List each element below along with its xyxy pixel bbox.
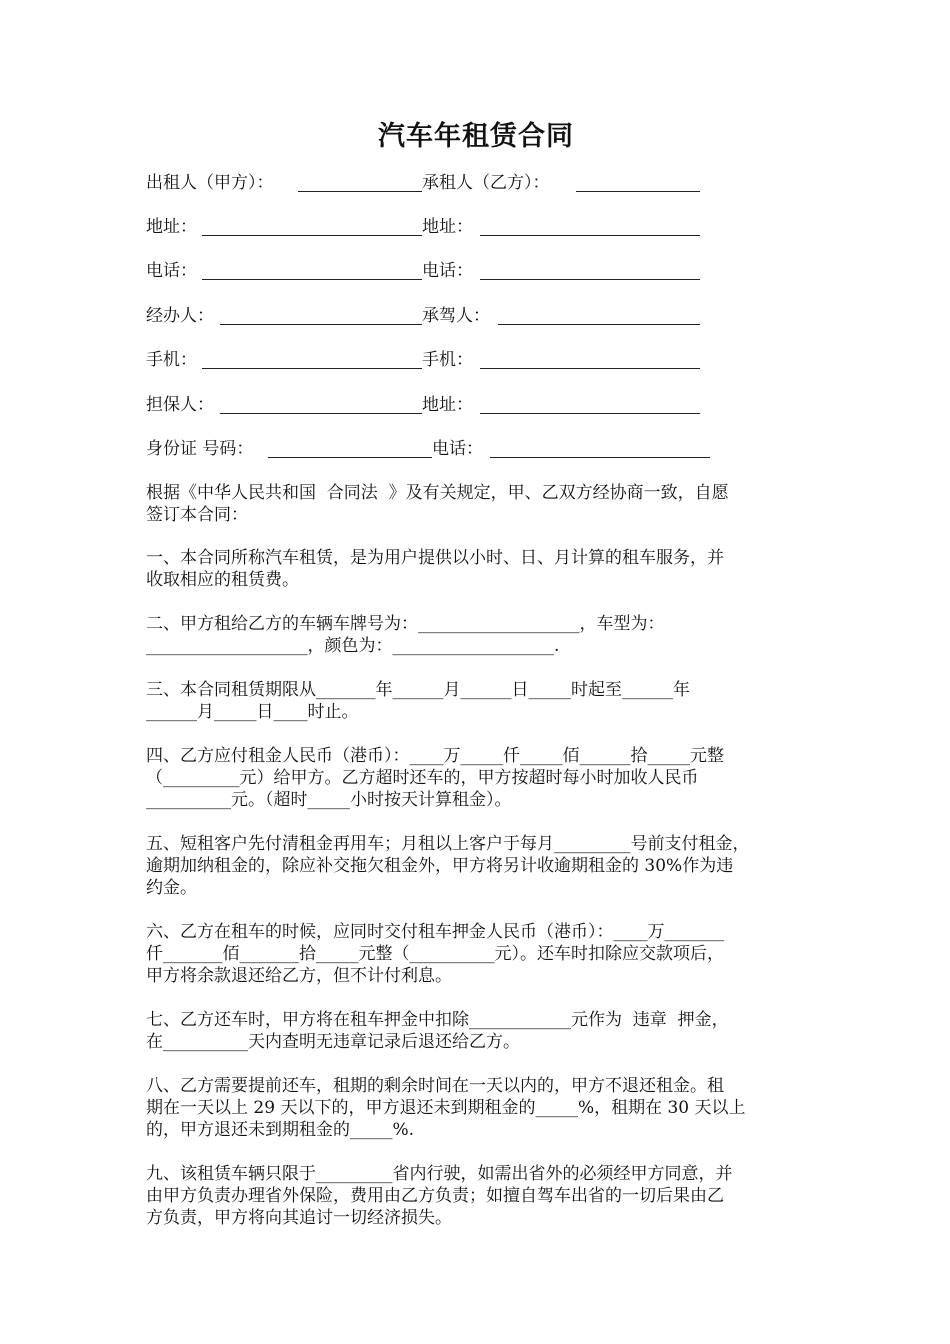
agent-blank[interactable] — [220, 324, 422, 325]
party-row-phone — [146, 259, 806, 283]
clause-6: 六、乙方在租车的时候，应同时交付租车押金人民币（港币）：____万_______ 仟_______佰_______拾_____元整（__________元）。还车时扣除应交款项后， 甲方将余款退还给乙方，但不计付利息。 — [146, 922, 724, 986]
guarantor-address-blank[interactable] — [480, 413, 700, 414]
guarantor-address-label: 地址： — [422, 395, 473, 415]
lessee-address-label: 地址： — [422, 217, 473, 237]
clause-8: 八、乙方需要提前还车，租期的剩余时间在一天以内的，甲方不退还租金。租 期在一天以上 29 天以下的，甲方退还未到期租金的_____%，租期在 30 天以上 的，甲方退还未到期租金的_____%. — [146, 1076, 746, 1140]
driver-label: 承驾人： — [422, 306, 490, 326]
lessor-address-blank[interactable] — [202, 235, 422, 236]
lessee-phone-label: 电话： — [422, 261, 473, 281]
clause-9: 九、该租赁车辆只限于_________省内行驶，如需出省外的必须经甲方同意，并 由甲方负责办理省外保险，费用由乙方负责；如擅自驾车出省的一切后果由乙 方负责，甲方将向其追讨一切经济损失。 — [146, 1164, 733, 1228]
lessor-phone-blank[interactable] — [202, 279, 422, 280]
lessor-phone-label: 电话： — [146, 261, 197, 281]
guarantor-phone-label: 电话： — [432, 439, 483, 459]
lessee-mobile-blank[interactable] — [480, 368, 700, 369]
lessee-label: 承租人（乙方）： — [422, 173, 550, 193]
guarantor-label: 担保人： — [146, 395, 214, 415]
driver-blank[interactable] — [498, 324, 700, 325]
lessee-address-blank[interactable] — [480, 235, 700, 236]
contract-title: 汽车年租赁合同 — [378, 121, 574, 152]
agent-label: 经办人： — [146, 306, 214, 326]
clause-2: 二、甲方租给乙方的车辆车牌号为：___________________，车型为： ___________________，颜色为：___________________. — [146, 614, 665, 656]
lessor-blank[interactable] — [298, 191, 422, 192]
guarantor-phone-blank[interactable] — [490, 457, 710, 458]
lessor-label: 出租人（甲方）： — [146, 173, 274, 193]
preamble: 根据《中华人民共和国 合同法 》及有关规定，甲、乙双方经协商一致，自愿 签订本合同： — [146, 483, 729, 525]
lessor-mobile-label: 手机： — [146, 350, 197, 370]
party-row-mobile — [146, 348, 806, 372]
party-row-lessor — [146, 171, 806, 195]
clause-3: 三、本合同租赁期限从_______年______月______日_____时起至______年 ______月_____日____时止。 — [146, 680, 690, 722]
lessor-mobile-blank[interactable] — [202, 368, 422, 369]
lessee-mobile-label: 手机： — [422, 350, 473, 370]
clause-1: 一、本合同所称汽车租赁，是为用户提供以小时、日、月计算的租车服务，并 收取相应的租赁费。 — [146, 548, 724, 590]
lessor-address-label: 地址： — [146, 217, 197, 237]
party-row-address — [146, 215, 806, 239]
lessee-blank[interactable] — [576, 191, 700, 192]
guarantor-blank[interactable] — [220, 413, 422, 414]
clause-7: 七、乙方还车时，甲方将在租车押金中扣除____________元作为 违章 押金， 在__________天内查明无违章记录后退还给乙方。 — [146, 1010, 729, 1052]
party-row-id — [146, 437, 806, 461]
clause-5: 五、短租客户先付清租金再用车；月租以上客户于每月_________号前支付租金， 逾期加纳租金的，除应补交拖欠租金外，甲方将另计收逾期租金的 30%作为违 约金。 — [146, 834, 750, 898]
clause-4: 四、乙方应付租金人民币（港币）：____万_____仟_____佰______拾_____元整 （_________元）给甲方。乙方超时还车的，甲方按超时每小时加收人民币 __________元。（超时_____小时按天计算租金）。 — [146, 746, 724, 810]
lessee-phone-blank[interactable] — [480, 279, 700, 280]
party-row-guarantor — [146, 393, 806, 417]
id-number-label: 身份证 号码： — [146, 439, 254, 459]
id-number-blank[interactable] — [268, 457, 432, 458]
party-row-agent — [146, 304, 806, 328]
